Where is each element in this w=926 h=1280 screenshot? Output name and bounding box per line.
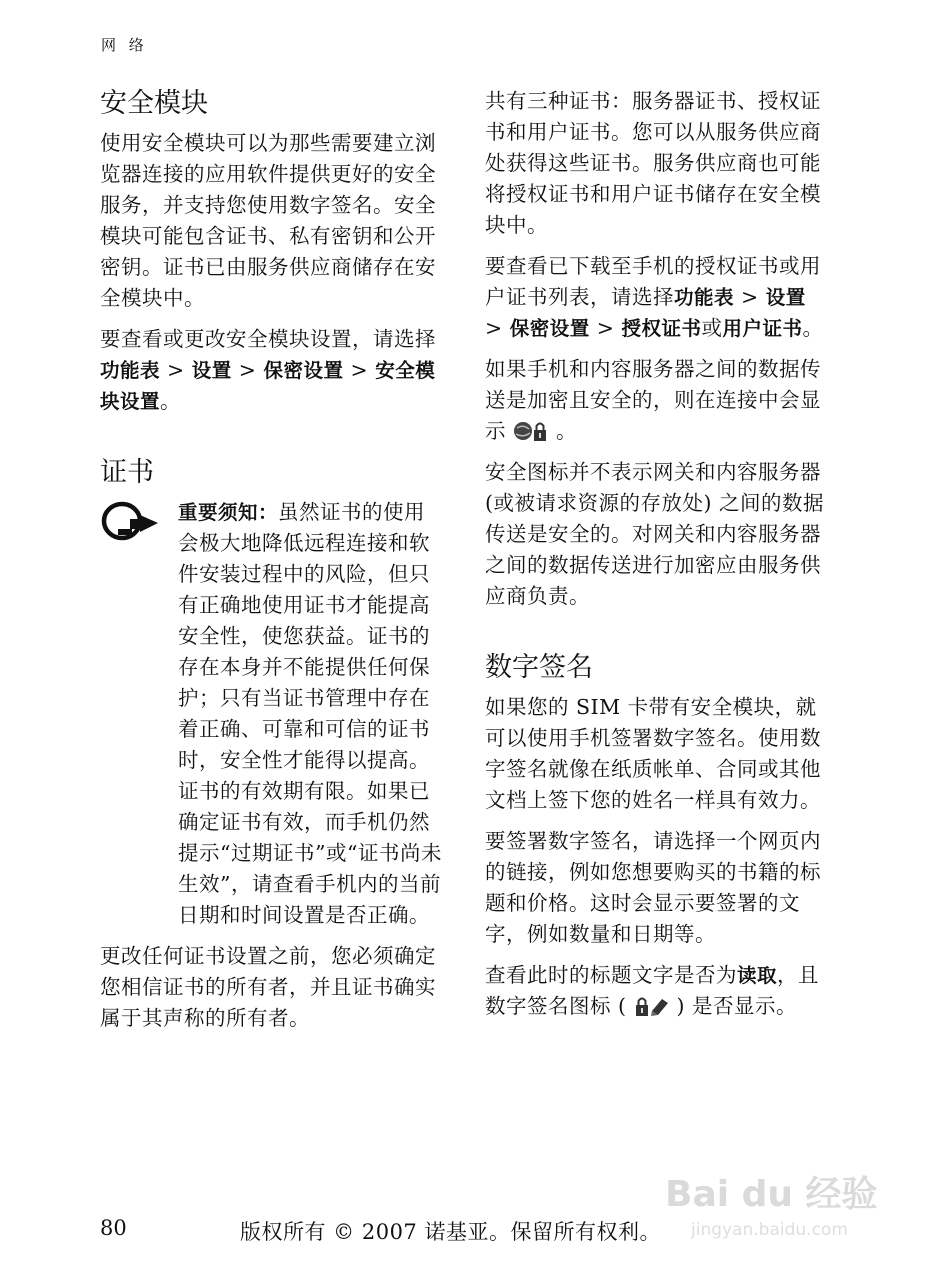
security-module-path <box>100 324 445 417</box>
path-separator: > <box>343 358 376 382</box>
path-separator: > <box>485 316 510 340</box>
digital-signature-intro: 如果您的 SIM 卡带有安全模块，就可以使用手机签署数字签名。使用数字签名就像在纸质帐单、合同或其他文档上签下您的姓名一样具有效力。 <box>485 695 821 812</box>
menu-security-module-settings: 安全模块设置 <box>100 359 436 413</box>
page-number: 80 <box>100 1216 127 1240</box>
path-separator: > <box>231 358 264 382</box>
path-separator: > <box>734 285 766 309</box>
menu-security-settings: 保密设置 <box>509 317 590 340</box>
check-text-mid: ，且数字签名图标 ( <box>485 963 820 1018</box>
path-intro-text: 要查看或更改安全模块设置，请选择 <box>100 327 436 351</box>
sentence-end: 。 <box>160 389 182 413</box>
right-column <box>485 86 830 1032</box>
left-column <box>100 86 445 1044</box>
path-or: 或 <box>701 316 723 340</box>
lock-pen-icon <box>634 995 670 1017</box>
notice-text <box>178 497 445 931</box>
digital-signature-check <box>485 960 830 1022</box>
security-icon-disclaimer: 安全图标并不表示网关和内容服务器 (或被请求资源的存放处) 之间的数据传送是安全的。对网关和内容服务器之间的数据传送进行加密应由服务供应商负责。 <box>485 460 825 608</box>
sentence-end: 。 <box>549 419 578 443</box>
label-read: 读取 <box>737 964 778 987</box>
path-separator: > <box>589 316 622 340</box>
certificate-types: 共有三种证书：服务器证书、授权证书和用户证书。您可以从服务供应商处获得这些证书。服务供应商也可能将授权证书和用户证书储存在安全模块中。 <box>485 89 821 237</box>
certificate-owner-note: 更改任何证书设置之前，您必须确定您相信证书的所有者，并且证书确实属于其声称的所有者。 <box>100 944 436 1030</box>
baidu-watermark <box>665 1150 895 1260</box>
heading-digital-signature: 数字签名 <box>485 652 593 683</box>
heading-certificates: 证书 <box>100 457 154 488</box>
path-separator: > <box>160 358 192 382</box>
menu-settings: 设置 <box>191 359 232 382</box>
copyright-notice: 版权所有 © 2007 诺基亚。保留所有权利。 <box>240 1220 661 1244</box>
hand-pointer-icon <box>100 499 160 543</box>
watermark-url: jingyan.baidu.com <box>691 1220 848 1240</box>
menu-security-settings: 保密设置 <box>263 359 344 382</box>
menu-settings: 设置 <box>765 286 806 309</box>
secure-connection-note <box>485 354 830 447</box>
menu-functions: 功能表 <box>100 359 161 382</box>
notice-body: 虽然证书的使用会极大地降低远程连接和软件安装过程中的风险，但只有正确地使用证书才能提高安全性，使您获益。证书的存在本身并不能提供任何保护；只有当证书管理中存在着正确、可靠和可信的证书时，安全性才能得以提高。证书的有效期有限。如果已确定证书有效，而手机仍然提示“过期证书”或“证书尚未生效”，请查看手机内的当前日期和时间设置是否正确。 <box>178 500 442 927</box>
certificate-list-path <box>485 251 830 344</box>
secure-note-text: 如果手机和内容服务器之间的数据传送是加密且安全的，则在连接中会显示 <box>485 357 821 443</box>
running-header: 网 络 <box>101 36 148 54</box>
check-text: 查看此时的标题文字是否为 <box>485 963 737 987</box>
watermark-brand: Bai du 经验 <box>665 1174 878 1215</box>
important-notice <box>100 497 445 931</box>
security-module-intro: 使用安全模块可以为那些需要建立浏览器连接的应用软件提供更好的安全服务，并支持您使用数字签名。安全模块可能包含证书、私有密钥和公开密钥。证书已由服务供应商储存在安全模块中。 <box>100 131 436 310</box>
menu-authority-certificates: 授权证书 <box>621 317 702 340</box>
digital-signature-steps: 要签署数字签名，请选择一个网页内的链接，例如您想要购买的书籍的标题和价格。这时会显示要签署的文字，例如数量和日期等。 <box>485 829 821 946</box>
menu-user-certificates: 用户证书 <box>722 317 803 340</box>
notice-label: 重要须知： <box>178 501 279 524</box>
sentence-end: ) 是否显示。 <box>669 994 798 1018</box>
heading-security-module: 安全模块 <box>100 88 208 119</box>
sentence-end: 。 <box>802 316 824 340</box>
path-intro-text: 要查看已下载至手机的授权证书或用户证书列表，请选择 <box>485 254 821 309</box>
menu-functions: 功能表 <box>674 286 735 309</box>
globe-lock-icon <box>513 420 549 442</box>
